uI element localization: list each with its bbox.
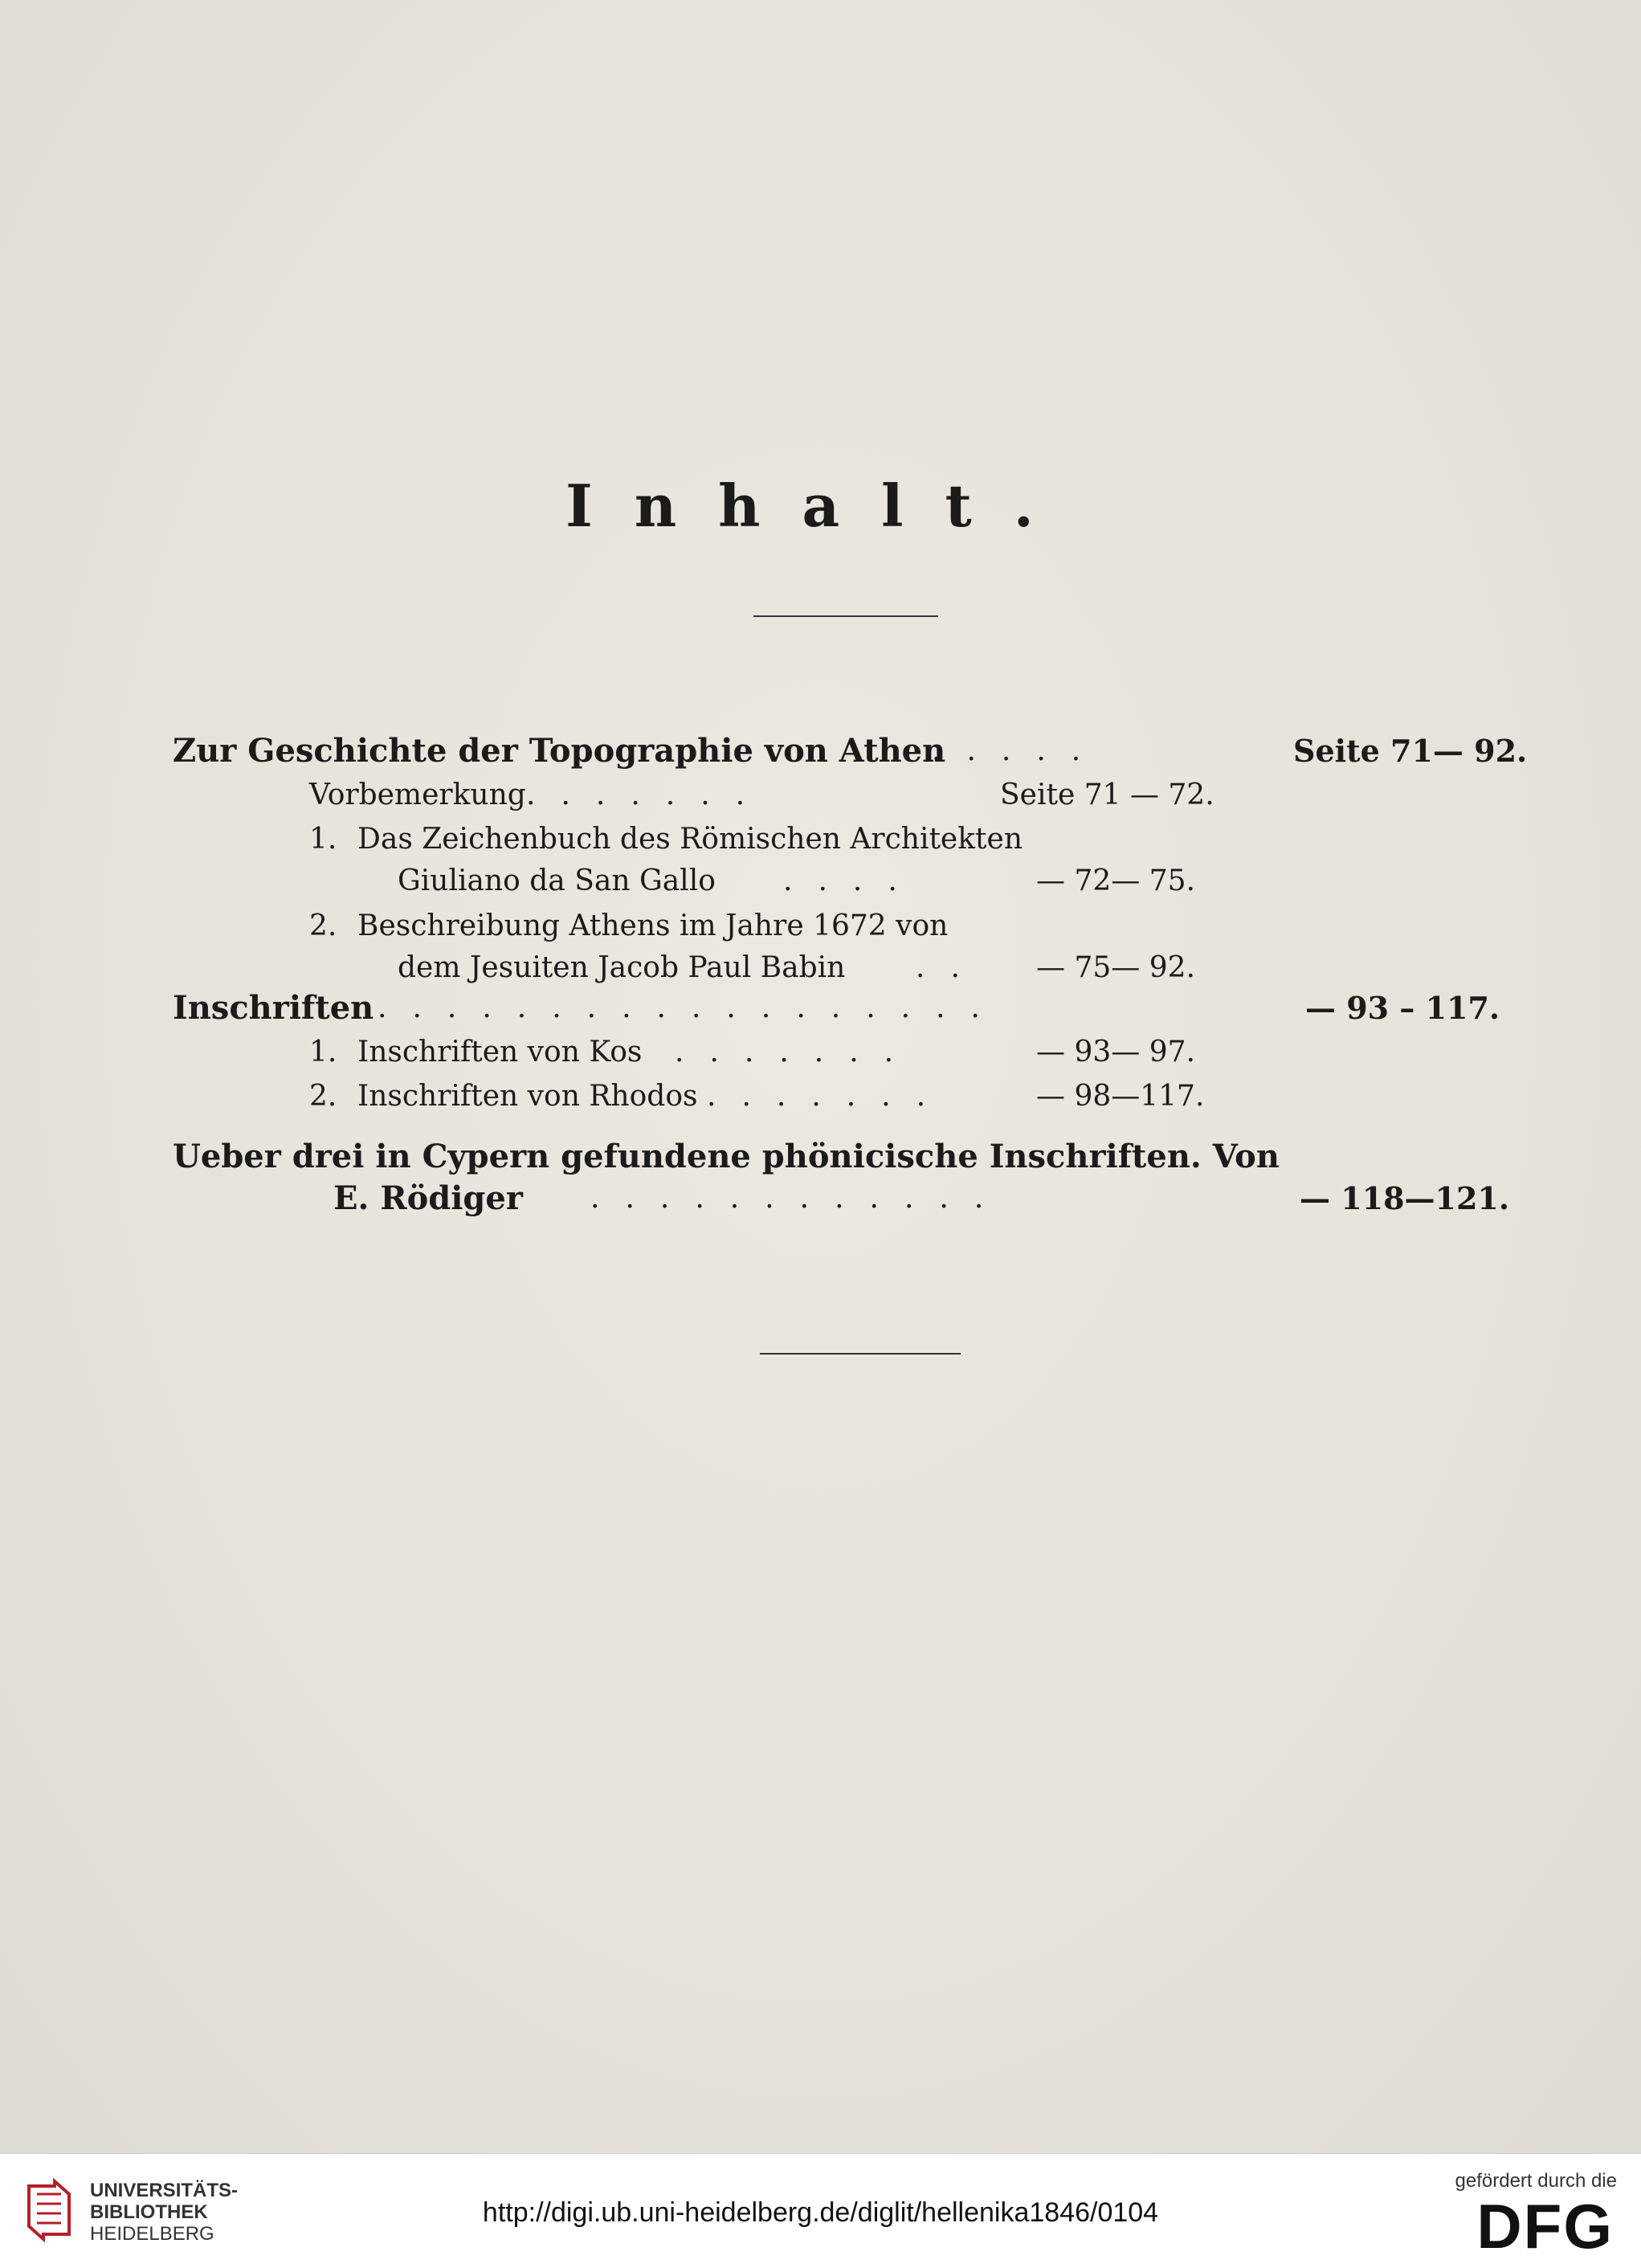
toc-entry-number: 2. — [309, 1080, 337, 1113]
library-name-line1: UNIVERSITÄTS- — [90, 2180, 239, 2201]
title-rule — [753, 615, 938, 617]
toc-entry-cypern — [173, 1137, 1280, 1177]
toc-leader-dots: .... — [783, 864, 923, 897]
toc-entry-text: Inschriften von Kos — [357, 1036, 643, 1069]
toc-page-range: — 75— 92. — [1036, 951, 1195, 984]
library-name-line2: BIBLIOTHEK — [90, 2201, 208, 2223]
toc-entry-vorbemerkung — [309, 775, 526, 815]
toc-page-range: — 93 – 117. — [1305, 990, 1500, 1026]
toc-leader-dots: .. — [916, 951, 986, 984]
dfg-logo: DFG — [1476, 2191, 1614, 2262]
toc-entry-text: Giuliano da San Gallo — [398, 864, 716, 897]
toc-entry-rhodos — [357, 1077, 697, 1117]
page-title: Inhalt. — [565, 472, 1076, 540]
toc-entry-text: Zur Geschichte der Topographie von Athen — [173, 732, 946, 770]
toc-entry-inschriften — [173, 988, 374, 1028]
toc-entry-topographie — [173, 731, 945, 771]
toc-page-range: — 118—121. — [1300, 1180, 1510, 1216]
toc-entry-text: Das Zeichenbuch des Römischen Architekten — [357, 823, 1023, 856]
toc-entry-babin — [398, 948, 845, 988]
toc-entry-number: 1. — [309, 1036, 337, 1069]
toc-leader-dots: .................. — [378, 991, 1006, 1024]
toc-entry-roediger — [333, 1179, 523, 1219]
toc-entry-number: 2. — [309, 909, 337, 942]
toc-entry-text: dem Jesuiten Jacob Paul Babin — [398, 951, 846, 984]
permalink-url[interactable]: http://digi.ub.uni-heidelberg.de/diglit/hellenika1846/0104 — [482, 2197, 1159, 2228]
closing-rule — [760, 1353, 961, 1355]
toc-leader-dots: ............ — [590, 1182, 1010, 1215]
toc-page-range: Seite 71— 92. — [1293, 733, 1528, 769]
toc-leader-dots: ....... — [675, 1036, 920, 1069]
toc-entry-zeichenbuch — [357, 819, 1023, 860]
footer-bar — [0, 2153, 1641, 2268]
funded-by-label: gefördert durch die — [1455, 2170, 1617, 2192]
toc-leader-dots: ....... — [707, 1080, 952, 1113]
toc-entry-text: Beschreibung Athens im Jahre 1672 von — [357, 909, 949, 942]
library-name-line3: HEIDELBERG — [90, 2223, 214, 2245]
toc-entry-number: 1. — [309, 823, 337, 856]
toc-entry-text: Ueber drei in Cypern gefundene phönicische Inschriften. Von — [173, 1138, 1280, 1175]
toc-page-range: — 93— 97. — [1036, 1036, 1195, 1069]
toc-entry-san-gallo — [398, 861, 716, 901]
toc-page-range: — 72— 75. — [1036, 864, 1195, 897]
toc-entry-text: Inschriften von Rhodos — [357, 1080, 698, 1113]
toc-entry-kos — [357, 1032, 642, 1073]
toc-entry-text: Vorbemerkung — [309, 778, 526, 811]
toc-page-range: — 98—117. — [1036, 1080, 1205, 1113]
toc-leader-dots: ....... — [526, 778, 771, 811]
toc-entry-text: Inschriften — [173, 989, 374, 1027]
toc-entry-text: E. Rödiger — [333, 1179, 523, 1217]
toc-page-range: Seite 71 — 72. — [1000, 778, 1214, 811]
toc-entry-beschreibung — [357, 906, 948, 946]
toc-leader-dots: ..... — [932, 734, 1107, 767]
